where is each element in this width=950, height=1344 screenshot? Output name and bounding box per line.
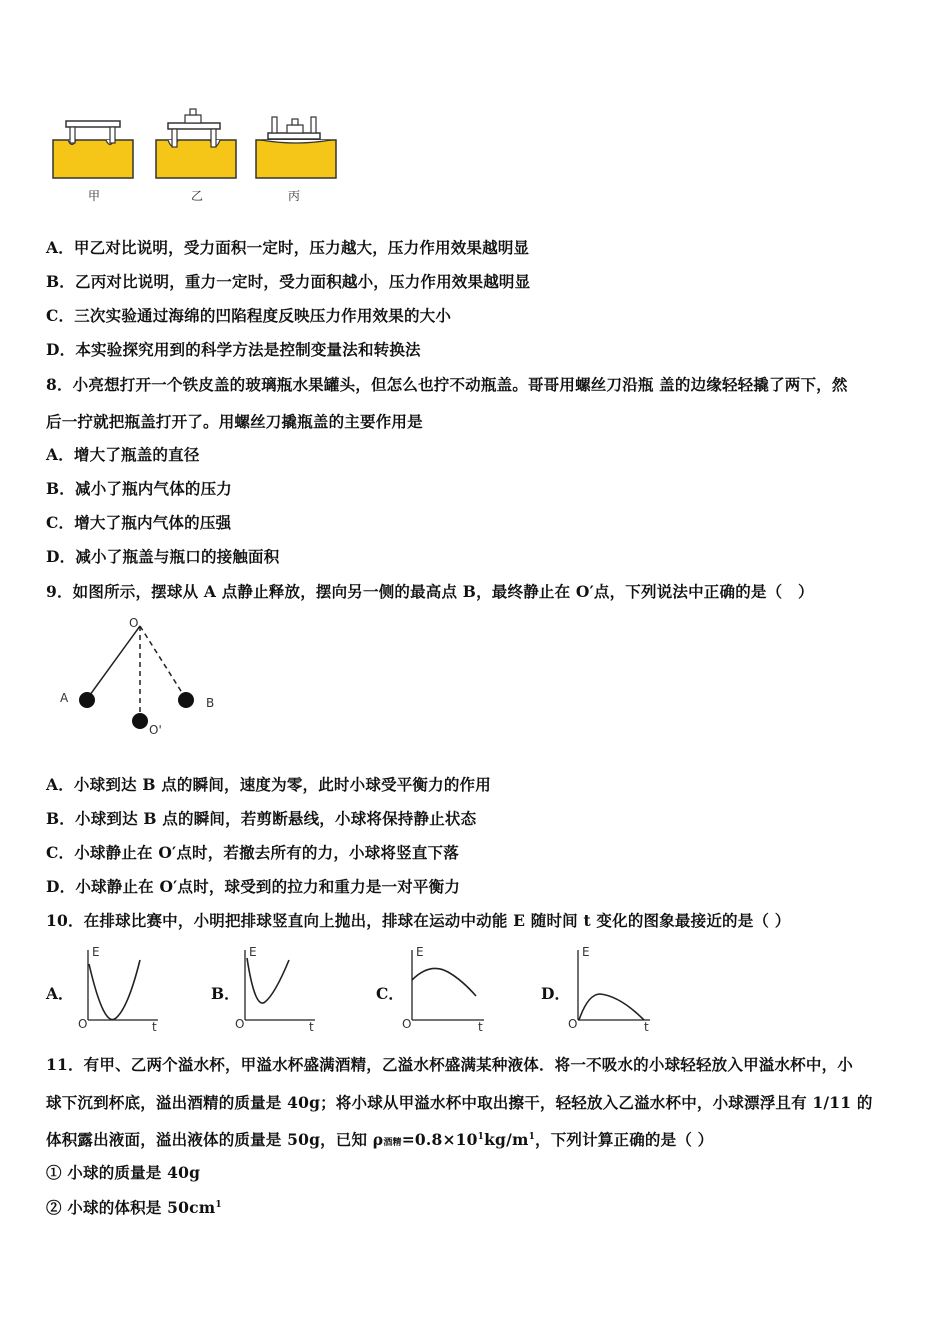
label-jia: 甲 — [88, 189, 101, 203]
label-yi: 乙 — [191, 189, 204, 203]
svg-text:t: t — [152, 1020, 157, 1032]
label-bing: 丙 — [288, 189, 301, 203]
q8-option-a: A．增大了瓶盖的直径 — [46, 445, 200, 464]
q8-option-c: C．增大了瓶内气体的压强 — [46, 513, 232, 532]
q10-graph-b — [233, 944, 323, 1032]
svg-text:O: O — [402, 1017, 412, 1031]
svg-text:E: E — [249, 945, 257, 959]
svg-text:t: t — [309, 1020, 314, 1032]
q10-graph-a — [76, 944, 166, 1032]
q11-stem-line1: 11．有甲、乙两个溢水杯，甲溢水杯盛满酒精，乙溢水杯盛满某种液体．将一不吸水的小球轻轻放入甲溢水杯中，小 — [46, 1055, 853, 1074]
q11-item-2: ② 小球的体积是 $50cm^1$ — [46, 1198, 222, 1217]
q10-graph-c-label: C． — [376, 984, 404, 1003]
ball-o-prime — [132, 713, 148, 729]
sponge-setup-jia — [53, 121, 133, 178]
svg-text:O: O — [568, 1017, 578, 1031]
q10-stem: 10．在排球比赛中，小明把排球竖直向上抛出，排球在运动中动能 E 随时间 t 变化的图象最接近的是（ ） — [46, 911, 791, 930]
q7-option-b: B．乙丙对比说明，重力一定时，受力面积越小，压力作用效果越明显 — [46, 272, 531, 291]
svg-text:O: O — [235, 1017, 245, 1031]
q10-graph-a-label: A． — [46, 984, 74, 1003]
q7-option-a: A．甲乙对比说明，受力面积一定时，压力越大，压力作用效果越明显 — [46, 238, 530, 257]
sponge-setup-bing — [256, 117, 336, 178]
curve-d — [579, 994, 644, 1020]
svg-text:t: t — [478, 1020, 483, 1032]
q9-option-c: C．小球静止在 O′点时，若撤去所有的力，小球将竖直下落 — [46, 843, 459, 862]
q9-option-d: D．小球静止在 O′点时，球受到的拉力和重力是一对平衡力 — [46, 877, 461, 896]
q11-item-1: ① 小球的质量是 40g — [46, 1163, 201, 1182]
q8-option-b: B．减小了瓶内气体的压力 — [46, 479, 233, 498]
label-a: A — [60, 691, 69, 705]
sponge-experiment-figure — [46, 105, 346, 210]
label-o: O — [129, 616, 139, 630]
label-o-prime: O' — [149, 723, 162, 737]
sponge-setup-yi — [156, 109, 236, 178]
q7-option-c: C．三次实验通过海绵的凹陷程度反映压力作用效果的大小 — [46, 306, 452, 325]
q9-option-a: A．小球到达 B 点的瞬间，速度为零，此时小球受平衡力的作用 — [46, 775, 491, 794]
q10-graph-c — [400, 944, 492, 1032]
curve-a — [89, 960, 140, 1020]
svg-text:E: E — [92, 945, 100, 959]
svg-text:E: E — [416, 945, 424, 959]
curve-c — [412, 968, 476, 996]
pendulum-string-b — [140, 626, 186, 699]
q7-option-d: D．本实验探究用到的科学方法是控制变量法和转换法 — [46, 340, 421, 359]
q11-stem-line3: 体积露出液面，溢出液体的质量是 50g，已知 ρ酒精$=0.8\times 10^1kg/m^1$，下列计算正确的是（ ） — [46, 1130, 714, 1149]
q9-stem: 9．如图所示，摆球从 A 点静止释放，摆向另一侧的最高点 B，最终静止在 O′点，下列说法中正确的是（ ） — [46, 582, 814, 601]
pendulum-string-a — [87, 626, 140, 699]
q8-stem-line2: 后一拧就把瓶盖打开了。用螺丝刀撬瓶盖的主要作用是 — [46, 412, 423, 431]
svg-text:E: E — [582, 945, 590, 959]
q9-option-b: B．小球到达 B 点的瞬间，若剪断悬线，小球将保持静止状态 — [46, 809, 477, 828]
q10-graph-d-label: D． — [541, 984, 570, 1003]
ball-a — [79, 692, 95, 708]
q10-graph-d — [566, 944, 658, 1032]
svg-text:O: O — [78, 1017, 88, 1031]
q8-option-d: D．减小了瓶盖与瓶口的接触面积 — [46, 547, 280, 566]
curve-b — [247, 958, 289, 1003]
q11-stem-line2: 球下沉到杯底，溢出酒精的质量是 40g；将小球从甲溢水杯中取出擦干，轻轻放入乙溢水杯中，小球漂浮且有 1/11 的 — [46, 1093, 873, 1112]
q10-graph-b-label: B． — [211, 984, 240, 1003]
svg-text:t: t — [644, 1020, 649, 1032]
ball-b — [178, 692, 194, 708]
q8-stem-line1: 8．小亮想打开一个铁皮盖的玻璃瓶水果罐头，但怎么也拧不动瓶盖。哥哥用螺丝刀沿瓶 盖的边缘轻轻撬了两下，然 — [46, 375, 848, 394]
label-b: B — [206, 696, 215, 710]
pendulum-figure — [52, 612, 232, 742]
